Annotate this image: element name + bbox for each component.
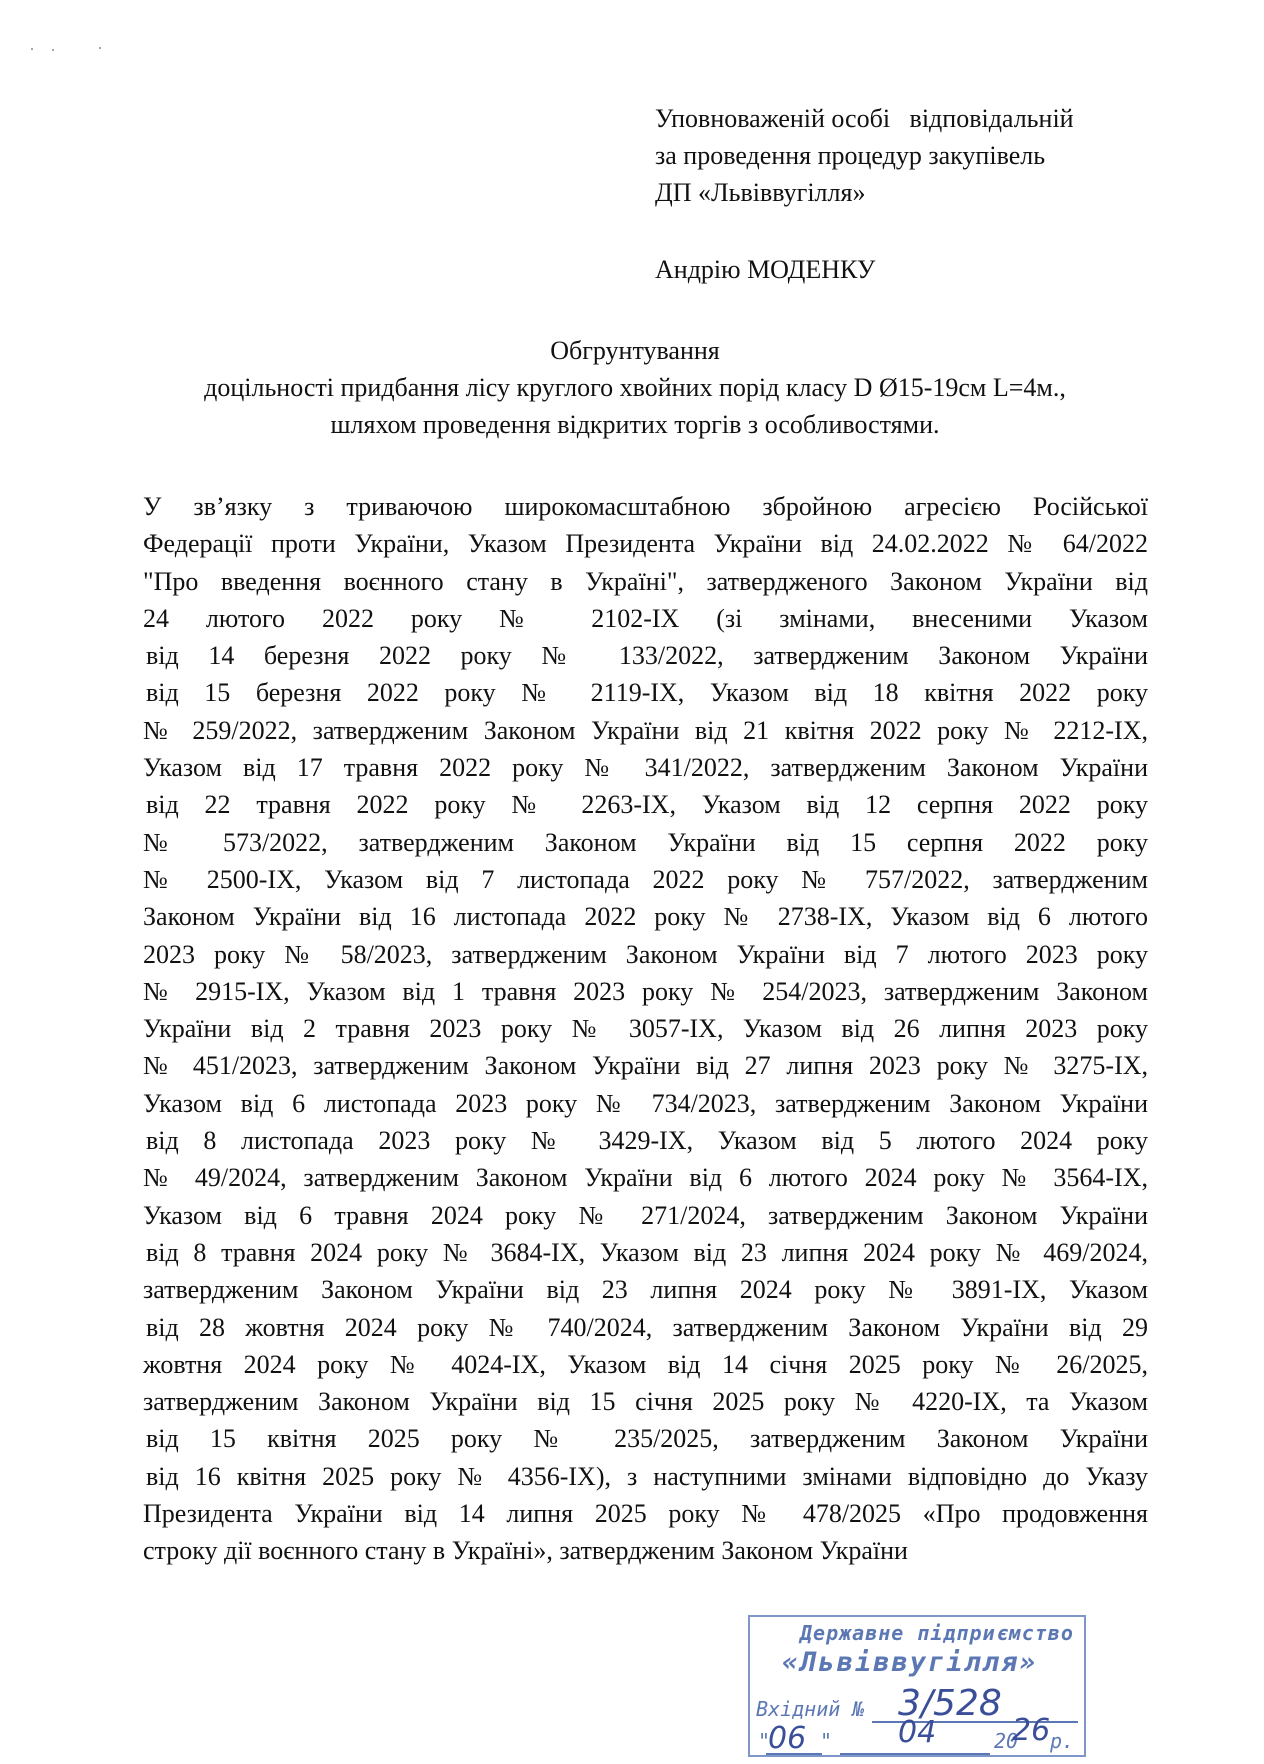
stamp-incoming-number: 3/528: [898, 1683, 1002, 1724]
stamp-month: 04: [898, 1715, 937, 1750]
body-line: № 2500-IX, Указом від 7 листопада 2022 року № 757/2022, затвердженим: [143, 864, 1148, 894]
body-line: затвердженим Законом України від 23 липня 2024 року № 3891-IX, Указом: [143, 1275, 1148, 1305]
body-line: від 22 травня 2022 року № 2263-IX, Указом від 12 серпня 2022 року: [146, 790, 1148, 820]
body-line: від 8 травня 2024 року № 3684-IX, Указом від 23 липня 2024 року № 469/2024,: [146, 1237, 1148, 1267]
stamp-org-name: «Львіввугілля»: [782, 1647, 1038, 1678]
stamp-year: 26: [1012, 1713, 1051, 1748]
body-line: "Про введення воєнного стану в Україні", затвердженого Законом України від: [143, 566, 1148, 596]
body-line: № 259/2022, затвердженим Законом України від 21 квітня 2022 року № 2212-IX,: [143, 715, 1148, 745]
body-line: від 14 березня 2022 року № 133/2022, затвердженим Законом України: [146, 641, 1148, 671]
body-line: строку дії воєнного стану в Україні», затвердженим Законом України: [143, 1536, 908, 1566]
body-line: Федерації проти України, Указом Президента України від 24.02.2022 № 64/2022: [143, 529, 1148, 559]
addressee-block: [655, 100, 1074, 288]
body-line: Указом від 17 травня 2022 року № 341/2022, затвердженим Законом України: [143, 753, 1148, 783]
heading-method: шляхом проведення відкритих торгів з особливостями.: [330, 410, 940, 439]
body-line: від 15 квітня 2025 року № 235/2025, затвердженим Законом України: [146, 1424, 1148, 1454]
body-line: жовтня 2024 року № 4024-IX, Указом від 14 січня 2025 року № 26/2025,: [143, 1349, 1148, 1379]
body-line: № 451/2023, затвердженим Законом України від 27 липня 2023 року № 3275-IX,: [143, 1051, 1148, 1081]
body-line: України від 2 травня 2023 року № 3057-IX, Указом від 26 липня 2023 року: [143, 1014, 1148, 1044]
body-line: затвердженим Законом України від 15 січня 2025 року № 4220-IX, та Указом: [143, 1387, 1148, 1417]
body-paragraph: [143, 488, 1148, 1570]
addressee-line-1: Уповноваженій особі відповідальній: [655, 104, 1074, 133]
body-line: 24 лютого 2022 року № 2102-IX (зі змінами, внесеними Указом: [143, 603, 1148, 633]
body-line: № 49/2024, затвердженим Законом України від 6 лютого 2024 року № 3564-IX,: [143, 1163, 1148, 1193]
addressee-line-3: ДП «Львіввугілля»: [655, 178, 866, 207]
heading-subject: доцільності придбання лісу круглого хвойних порід класу D Ø15-19см L=4м.,: [204, 373, 1066, 402]
body-line: від 8 листопада 2023 року № 3429-IX, Указом від 5 лютого 2024 року: [146, 1126, 1148, 1156]
heading-title: Обгрунтування: [550, 336, 720, 365]
body-line: від 16 квітня 2025 року № 4356-IX), з наступними змінами відповідно до Указу: [146, 1461, 1148, 1491]
stamp-year-prefix: 20: [994, 1729, 1019, 1753]
stamp-org-type: Державне підприємство: [800, 1621, 1074, 1645]
document-heading: [120, 332, 1150, 443]
stamp-day: 06: [768, 1721, 807, 1756]
body-line: Указом від 6 листопада 2023 року № 734/2023, затвердженим Законом України: [143, 1088, 1148, 1118]
body-line: Указом від 6 травня 2024 року № 271/2024, затвердженим Законом України: [143, 1200, 1148, 1230]
stamp-year-suffix: р.: [1050, 1729, 1075, 1753]
addressee-name: Андрію МОДЕНКУ: [655, 255, 876, 284]
registration-stamp: [748, 1615, 1086, 1757]
body-line: 2023 року № 58/2023, затвердженим Законом України від 7 лютого 2023 року: [143, 939, 1148, 969]
body-line: Президента України від 14 липня 2025 року № 478/2025 «Про продовження: [143, 1499, 1148, 1529]
stamp-month-underline: [840, 1753, 990, 1755]
body-line: Законом України від 16 листопада 2022 року № 2738-IX, Указом від 6 лютого: [143, 902, 1148, 932]
addressee-line-2: за проведення процедур закупівель: [655, 141, 1046, 170]
stamp-incoming-label: Вхідний №: [756, 1697, 865, 1721]
stamp-day-open: ": [758, 1729, 771, 1753]
body-line: від 15 березня 2022 року № 2119-IX, Указом від 18 квітня 2022 року: [146, 678, 1148, 708]
body-line: У зв’язку з триваючою широкомасштабною збройною агресією Російської: [143, 492, 1148, 521]
stamp-day-underline: [766, 1753, 822, 1755]
stamp-day-close: ": [820, 1729, 833, 1753]
body-line: № 573/2022, затвердженим Законом України від 15 серпня 2022 року: [143, 827, 1148, 857]
body-line: № 2915-IX, Указом від 1 травня 2023 року № 254/2023, затвердженим Законом: [143, 976, 1148, 1006]
body-line: від 28 жовтня 2024 року № 740/2024, затвердженим Законом України від 29: [146, 1312, 1148, 1342]
